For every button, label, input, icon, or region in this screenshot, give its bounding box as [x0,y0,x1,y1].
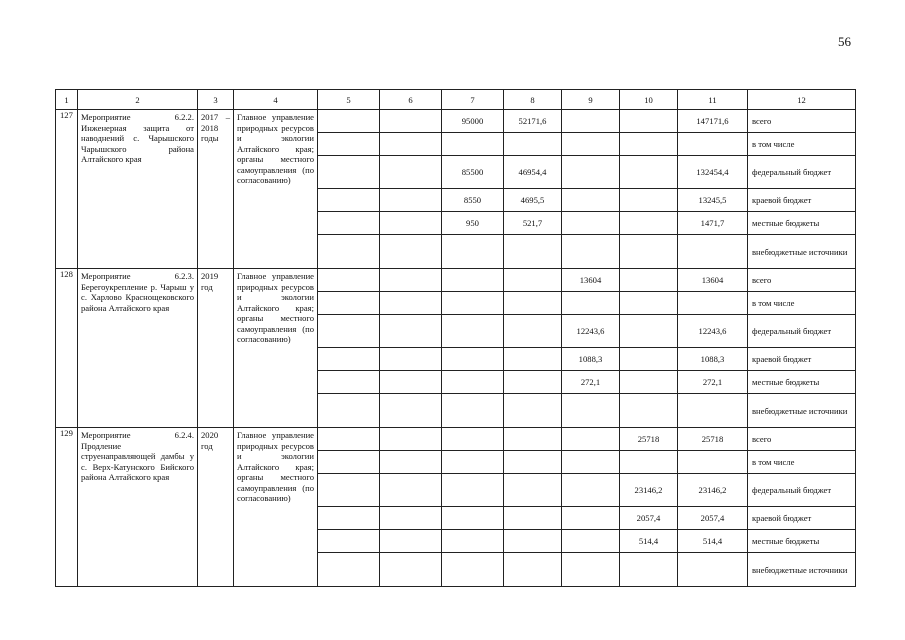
amount-cell [562,474,620,507]
amount-cell [620,212,678,235]
amount-cell: 8550 [442,189,504,212]
amount-cell: 950 [442,212,504,235]
empty-cell [318,212,380,235]
amount-cell: 1088,3 [678,348,748,371]
empty-cell [318,553,380,587]
empty-cell [318,315,380,348]
amount-cell [620,451,678,474]
amount-cell [620,394,678,428]
amount-cell [620,348,678,371]
budget-table [55,89,856,587]
amount-cell [562,292,620,315]
empty-cell [380,371,442,394]
amount-cell [442,371,504,394]
amount-cell [620,292,678,315]
amount-cell [678,133,748,156]
amount-cell: 12243,6 [562,315,620,348]
empty-cell [380,156,442,189]
funding-source-label: в том числе [748,292,856,315]
empty-cell [318,189,380,212]
header-cell: 1 [56,90,78,110]
amount-cell [678,451,748,474]
empty-cell [380,212,442,235]
empty-cell [318,292,380,315]
amount-cell [442,474,504,507]
empty-cell [380,451,442,474]
measure-row [56,110,856,133]
amount-cell: 95000 [442,110,504,133]
measure-term: 2020 год [198,428,234,587]
measure-name: Мероприятие 6.2.2. Инженерная защита от наводнений с. Чарышского Чарышского района Алтайского края [78,110,198,269]
funding-source-label: местные бюджеты [748,530,856,553]
amount-cell: 272,1 [678,371,748,394]
header-cell: 10 [620,90,678,110]
amount-cell: 2057,4 [620,507,678,530]
empty-cell [318,269,380,292]
amount-cell [562,553,620,587]
amount-cell [562,110,620,133]
header-cell: 12 [748,90,856,110]
amount-cell: 514,4 [678,530,748,553]
header-cell: 2 [78,90,198,110]
header-cell: 4 [234,90,318,110]
amount-cell: 1471,7 [678,212,748,235]
amount-cell [442,235,504,269]
funding-source-label: местные бюджеты [748,212,856,235]
amount-cell [562,428,620,451]
measure-name: Мероприятие 6.2.3. Берегоукрепление р. Чарыш у с. Харлово Краснощековского района Алтайского края [78,269,198,428]
empty-cell [380,553,442,587]
amount-cell [620,110,678,133]
header-cell: 11 [678,90,748,110]
amount-cell: 25718 [678,428,748,451]
amount-cell [442,292,504,315]
amount-cell [442,269,504,292]
table-header-row [56,90,856,110]
amount-cell [442,315,504,348]
funding-source-label: в том числе [748,451,856,474]
funding-source-label: внебюджетные источники [748,553,856,587]
amount-cell: 272,1 [562,371,620,394]
row-number: 127 [56,110,78,269]
empty-cell [318,530,380,553]
amount-cell: 514,4 [620,530,678,553]
measure-executor: Главное управление природных ресурсов и экологии Алтайского края; органы местного самоуправления (по согласованию) [234,269,318,428]
amount-cell [620,133,678,156]
amount-cell [442,394,504,428]
amount-cell [620,235,678,269]
empty-cell [318,133,380,156]
page-number: 56 [838,34,851,49]
empty-cell [380,269,442,292]
funding-source-label: краевой бюджет [748,348,856,371]
amount-cell: 46954,4 [504,156,562,189]
header-cell: 3 [198,90,234,110]
funding-source-label: внебюджетные источники [748,235,856,269]
amount-cell [562,394,620,428]
empty-cell [318,474,380,507]
measure-name: Мероприятие 6.2.4. Продление струенаправляющей дамбы у с. Верх-Катунского Бийского района Алтайского края [78,428,198,587]
empty-cell [380,507,442,530]
measure-term: 2017 – 2018 годы [198,110,234,269]
amount-cell: 25718 [620,428,678,451]
funding-source-label: федеральный бюджет [748,474,856,507]
header-cell: 7 [442,90,504,110]
empty-cell [380,474,442,507]
amount-cell [504,394,562,428]
amount-cell: 2057,4 [678,507,748,530]
empty-cell [380,530,442,553]
amount-cell [678,553,748,587]
empty-cell [380,394,442,428]
amount-cell: 13604 [562,269,620,292]
funding-source-label: внебюджетные источники [748,394,856,428]
amount-cell [442,507,504,530]
amount-cell: 4695,5 [504,189,562,212]
measure-row [56,269,856,292]
empty-cell [380,110,442,133]
empty-cell [380,348,442,371]
funding-source-label: в том числе [748,133,856,156]
amount-cell [504,269,562,292]
empty-cell [380,428,442,451]
amount-cell [620,156,678,189]
amount-cell: 23146,2 [620,474,678,507]
amount-cell: 147171,6 [678,110,748,133]
amount-cell [442,348,504,371]
amount-cell [442,530,504,553]
amount-cell [504,133,562,156]
amount-cell [678,394,748,428]
amount-cell: 1088,3 [562,348,620,371]
amount-cell [504,474,562,507]
amount-cell: 13604 [678,269,748,292]
funding-source-label: федеральный бюджет [748,315,856,348]
amount-cell [562,212,620,235]
amount-cell [504,348,562,371]
funding-source-label: местные бюджеты [748,371,856,394]
amount-cell: 521,7 [504,212,562,235]
empty-cell [318,110,380,133]
amount-cell: 132454,4 [678,156,748,189]
empty-cell [318,394,380,428]
table-body [56,90,856,587]
amount-cell [504,507,562,530]
amount-cell [562,507,620,530]
amount-cell [620,371,678,394]
measure-term: 2019 год [198,269,234,428]
amount-cell [562,133,620,156]
measure-executor: Главное управление природных ресурсов и экологии Алтайского края; органы местного самоуправления (по согласованию) [234,428,318,587]
amount-cell [562,235,620,269]
empty-cell [318,371,380,394]
empty-cell [318,348,380,371]
amount-cell [442,133,504,156]
empty-cell [380,189,442,212]
row-number: 129 [56,428,78,587]
amount-cell [504,428,562,451]
amount-cell [562,189,620,212]
amount-cell [620,269,678,292]
funding-source-label: краевой бюджет [748,507,856,530]
empty-cell [318,156,380,189]
amount-cell [678,235,748,269]
amount-cell [504,292,562,315]
amount-cell [620,315,678,348]
amount-cell: 13245,5 [678,189,748,212]
funding-source-label: всего [748,110,856,133]
amount-cell [620,553,678,587]
empty-cell [318,451,380,474]
amount-cell: 12243,6 [678,315,748,348]
amount-cell [504,235,562,269]
amount-cell [442,553,504,587]
amount-cell [562,156,620,189]
amount-cell [562,530,620,553]
amount-cell [504,315,562,348]
amount-cell: 52171,6 [504,110,562,133]
empty-cell [318,235,380,269]
amount-cell [504,553,562,587]
funding-source-label: всего [748,269,856,292]
empty-cell [318,507,380,530]
amount-cell [678,292,748,315]
empty-cell [318,428,380,451]
amount-cell [562,451,620,474]
header-cell: 5 [318,90,380,110]
funding-source-label: всего [748,428,856,451]
header-cell: 6 [380,90,442,110]
amount-cell: 85500 [442,156,504,189]
amount-cell [504,371,562,394]
amount-cell [442,428,504,451]
amount-cell [442,451,504,474]
funding-source-label: краевой бюджет [748,189,856,212]
header-cell: 9 [562,90,620,110]
row-number: 128 [56,269,78,428]
amount-cell: 23146,2 [678,474,748,507]
measure-executor: Главное управление природных ресурсов и экологии Алтайского края; органы местного самоуправления (по согласованию) [234,110,318,269]
amount-cell [504,530,562,553]
measure-row [56,428,856,451]
empty-cell [380,133,442,156]
amount-cell [504,451,562,474]
empty-cell [380,235,442,269]
header-cell: 8 [504,90,562,110]
funding-source-label: федеральный бюджет [748,156,856,189]
amount-cell [620,189,678,212]
empty-cell [380,315,442,348]
empty-cell [380,292,442,315]
